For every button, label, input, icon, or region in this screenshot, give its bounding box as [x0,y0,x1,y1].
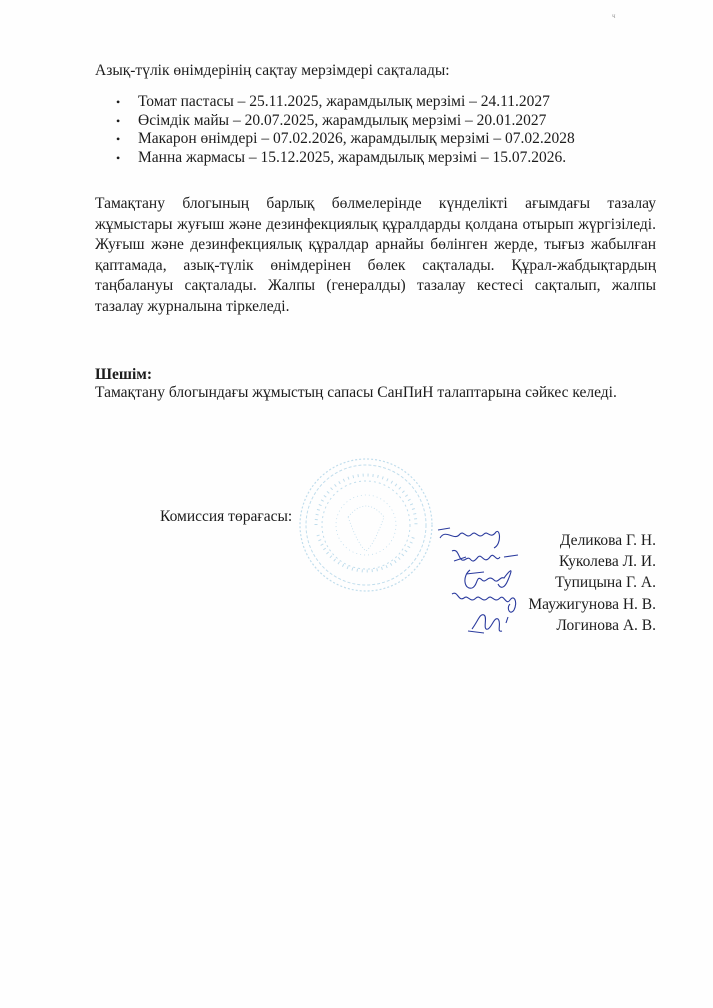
storage-intro: Азық-түлік өнімдерінің сақтау мерзімдері сақталады: [95,62,450,79]
commission-members [528,530,656,636]
member-signature-row [528,594,656,615]
cleaning-paragraph: Тамақтану блогының барлық бөлмелерінде күнделікті ағымдағы тазалау жұмыстары жуғыш және дезинфекциялық құралдарды қолдана отырып жүргізіледі. Жуғыш және дезинфекциялық құралдар арнайы бөлінген жерде, тығыз жабылған қаптамада, азық-түлік өнімдерінен бөлек сақталады. Құрал-жабдықтардың таңбалануы сақталады. Жалпы (генералды) тазалау кестесі сақталып, жалпы тазалау журналына тіркеледі. [95,195,656,315]
product-item [95,112,575,131]
commission-chair-label: Комиссия төрағасы: [160,508,293,525]
member-name: Логинова А. В. [556,616,656,634]
decision-text: Тамақтану блогындағы жұмыстың сапасы СанПиН талаптарына сәйкес келеді. [95,384,617,401]
bullet-icon: • [116,95,121,109]
product-text: Макарон өнімдері – 07.02.2026, жарамдылық мерзімі – 07.02.2028 [138,130,575,147]
member-signature-row [528,572,656,593]
official-stamp-icon [296,455,436,595]
member-name: Тупицына Г. А. [555,574,656,592]
member-signature-row [528,530,656,551]
product-list [95,93,575,167]
decision-title: Шешім: [95,366,153,383]
bullet-icon: • [116,150,121,165]
member-signature-row [528,551,656,572]
signature-icon [466,609,516,643]
product-text: Өсімдік майы – 20.07.2025, жарамдылық мерзімі – 20.01.2027 [138,111,547,129]
member-name: Маужигунова Н. В. [528,595,656,613]
product-text: Томат пастасы – 25.11.2025, жарамдылық мерзімі – 24.11.2027 [138,93,550,110]
product-item [95,93,575,112]
member-name: Куколева Л. И. [558,553,656,571]
product-item [95,149,575,168]
corner-mark: ч [612,12,616,20]
bullet-icon: • [116,132,121,146]
member-name: Деликова Г. Н. [559,532,656,549]
product-item [95,130,575,149]
member-signature-row [528,615,656,636]
product-text: Манна жармасы – 15.12.2025, жарамдылық мерзімі – 15.07.2026. [138,148,567,166]
bullet-icon: • [116,113,121,128]
